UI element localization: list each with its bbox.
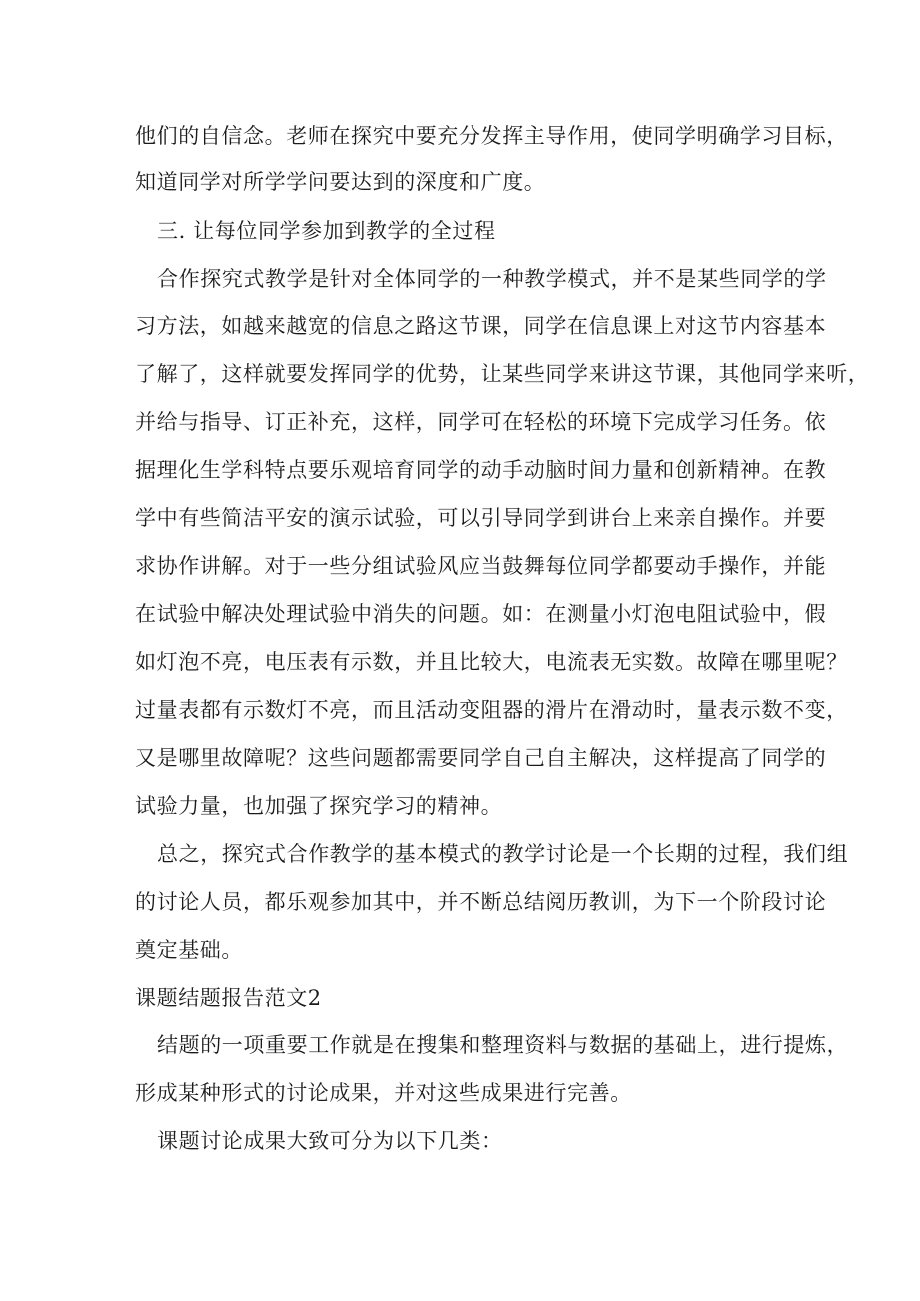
paragraph-line: 过量表都有示数灯不亮，而且活动变阻器的滑片在滑动时，量表示数不变，	[135, 698, 848, 722]
section-heading: 三. 让每位同学参加到教学的全过程	[157, 219, 496, 243]
paragraph-line: 学中有些简洁平安的演示试验，可以引导同学到讲台上来亲自操作。并要	[135, 506, 827, 530]
paragraph-line: 习方法，如越来越宽的信息之路这节课，同学在信息课上对这节内容基本	[135, 314, 827, 338]
paragraph-line: 知道同学对所学学问要达到的深度和广度。	[135, 170, 546, 194]
paragraph-line: 结题的一项重要工作就是在搜集和整理资料与数据的基础上，进行提炼，	[157, 1033, 849, 1057]
paragraph-line: 的讨论人员，都乐观参加其中，并不断总结阅历教训，为下一个阶段讨论	[135, 890, 827, 914]
paragraph-line: 奠定基础。	[135, 938, 243, 962]
paragraph-line: 总之，探究式合作教学的基本模式的教学讨论是一个长期的过程，我们组	[157, 842, 849, 866]
paragraph-line: 如灯泡不亮，电压表有示数，并且比较大，电流表无实数。故障在哪里呢？	[135, 650, 848, 674]
document-title: 课题结题报告范文2	[135, 986, 322, 1010]
paragraph-line: 求协作讲解。对于一些分组试验风应当鼓舞每位同学都要动手操作，并能	[135, 554, 827, 578]
paragraph-line: 合作探究式教学是针对全体同学的一种教学模式，并不是某些同学的学	[157, 267, 827, 291]
paragraph-line: 课题讨论成果大致可分为以下几类：	[157, 1129, 503, 1153]
paragraph-line: 他们的自信念。老师在探究中要充分发挥主导作用，使同学明确学习目标，	[135, 124, 848, 148]
paragraph-line: 形成某种形式的讨论成果，并对这些成果进行完善。	[135, 1081, 632, 1105]
paragraph-line: 试验力量，也加强了探究学习的精神。	[135, 794, 503, 818]
paragraph-line: 并给与指导、订正补充，这样，同学可在轻松的环境下完成学习任务。依	[135, 410, 827, 434]
paragraph-line: 了解了，这样就要发挥同学的优势，让某些同学来讲这节课，其他同学来听，	[135, 362, 870, 386]
paragraph-line: 在试验中解决处理试验中消失的问题。如：在测量小灯泡电阻试验中，假	[135, 602, 827, 626]
paragraph-line: 又是哪里故障呢？这些问题都需要同学自己自主解决，这样提高了同学的	[135, 746, 827, 770]
paragraph-line: 据理化生学科特点要乐观培育同学的动手动脑时间力量和创新精神。在教	[135, 458, 827, 482]
